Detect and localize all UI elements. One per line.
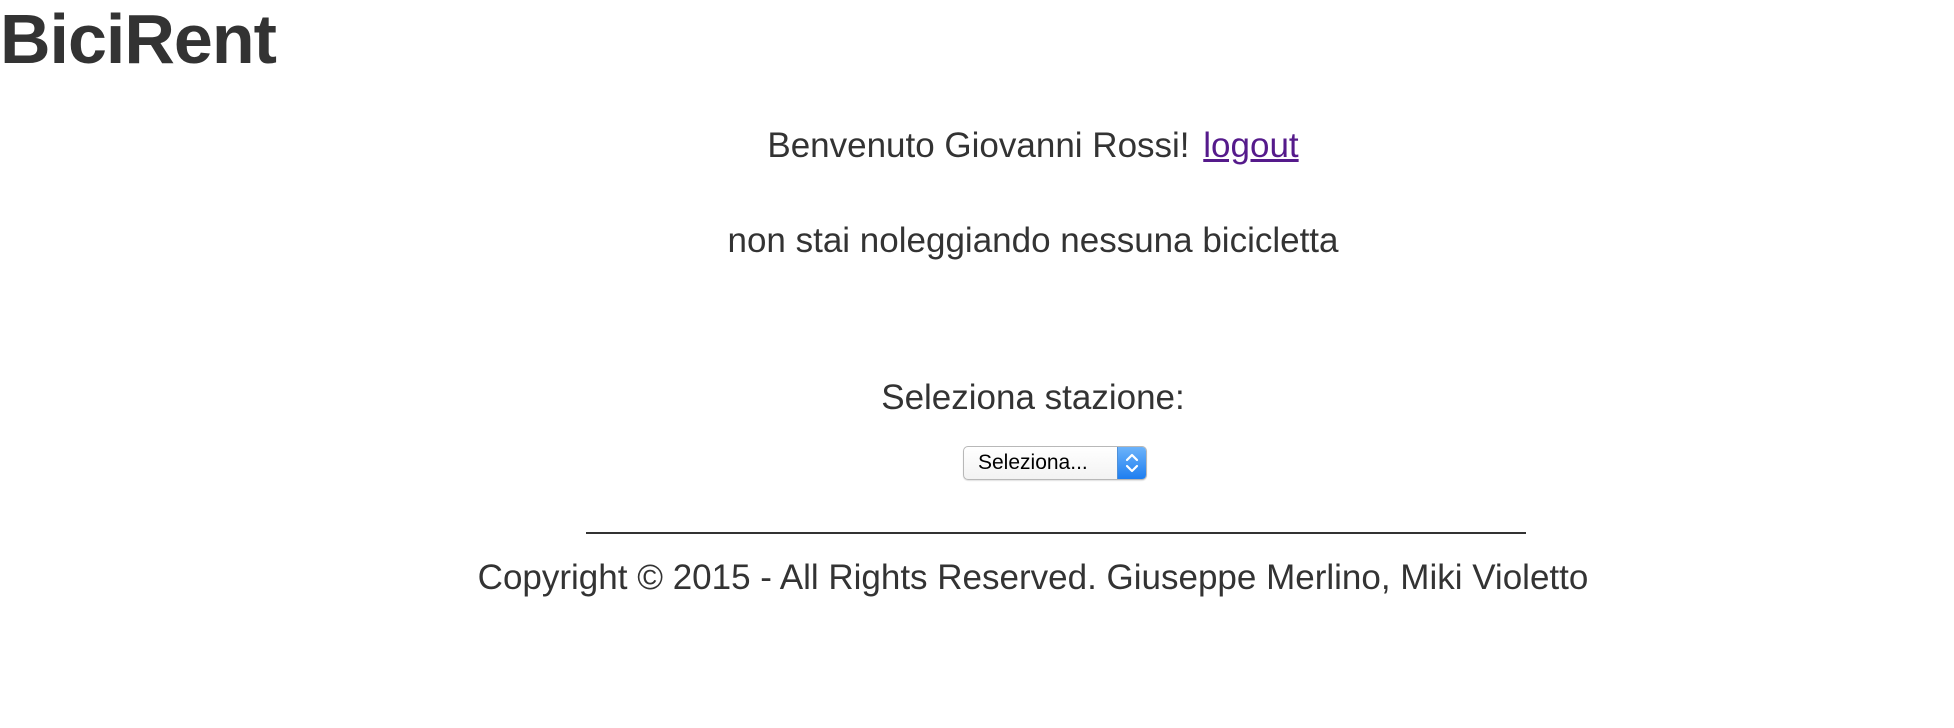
station-select-value: Seleziona... bbox=[978, 451, 1088, 474]
welcome-greeting: Benvenuto Giovanni Rossi! bbox=[767, 126, 1190, 165]
rental-status: non stai noleggiando nessuna bicicletta bbox=[727, 221, 1339, 260]
welcome-line bbox=[0, 124, 1954, 168]
brand-title: BiciRent bbox=[0, 0, 276, 78]
chevron-up-down-icon bbox=[1117, 447, 1146, 479]
logout-link[interactable]: logout bbox=[1203, 126, 1299, 165]
station-select[interactable] bbox=[963, 446, 1147, 480]
station-select-label: Seleziona stazione: bbox=[881, 378, 1185, 417]
footer-copyright: Copyright © 2015 - All Rights Reserved. Giuseppe Merlino, Miki Violetto bbox=[477, 558, 1589, 597]
footer-divider bbox=[586, 532, 1526, 534]
